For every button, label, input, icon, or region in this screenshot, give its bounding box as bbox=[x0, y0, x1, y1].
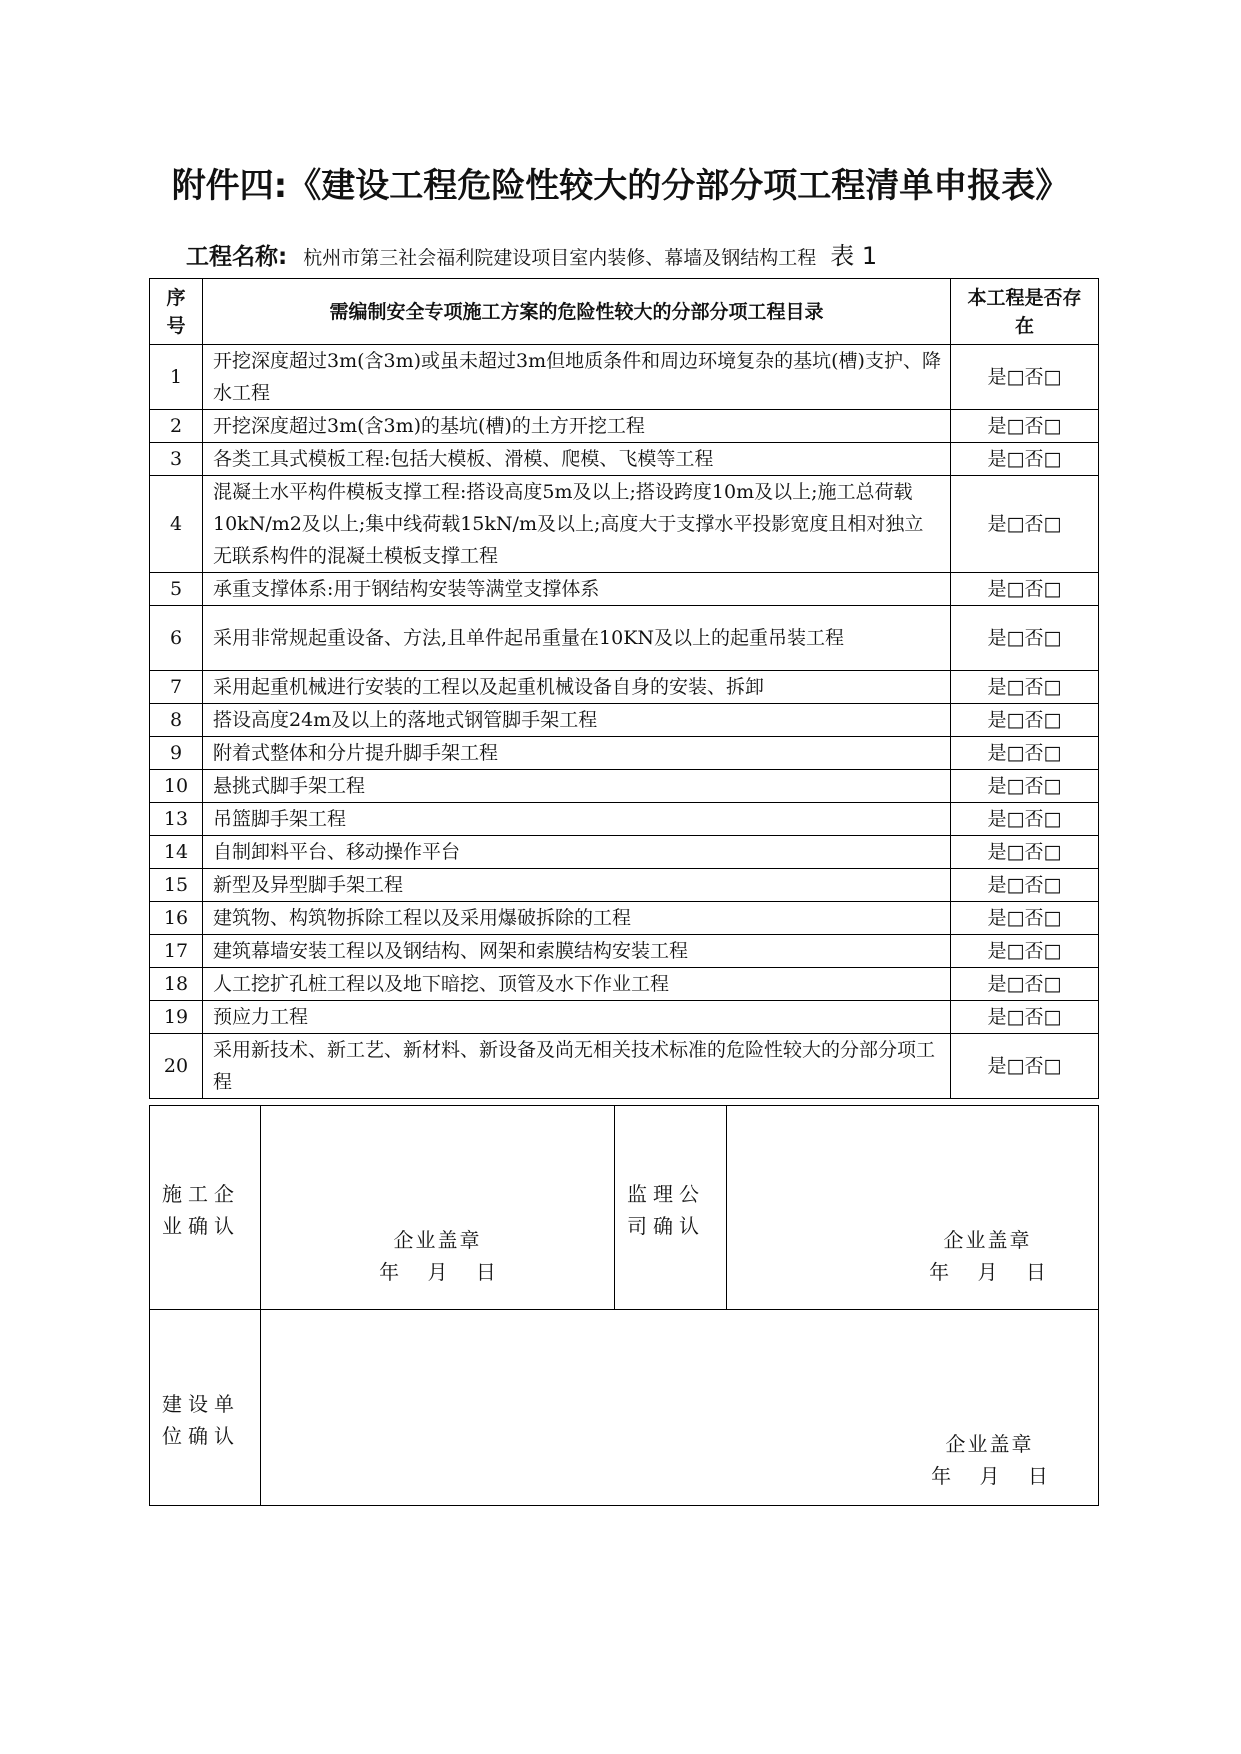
row-number: 16 bbox=[150, 902, 203, 935]
hazard-items-table bbox=[149, 278, 1099, 1099]
row-number: 14 bbox=[150, 836, 203, 869]
row-description: 开挖深度超过3m(含3m)或虽未超过3m但地质条件和周边环境复杂的基坑(槽)支护、降水工程 bbox=[203, 345, 951, 410]
project-name-value: 杭州市第三社会福利院建设项目室内装修、幕墙及钢结构工程 bbox=[303, 247, 817, 269]
row-exists-checkbox[interactable]: 是□否□ bbox=[951, 836, 1099, 869]
row-exists-checkbox[interactable]: 是□否□ bbox=[951, 968, 1099, 1001]
confirmation-row-1 bbox=[150, 1106, 1099, 1310]
owner-stamp-cell bbox=[261, 1310, 1099, 1506]
row-exists-checkbox[interactable]: 是□否□ bbox=[951, 443, 1099, 476]
row-exists-checkbox[interactable]: 是□否□ bbox=[951, 410, 1099, 443]
contractor-confirm-label-cell bbox=[150, 1106, 261, 1310]
row-number: 15 bbox=[150, 869, 203, 902]
document-title: 附件四:《建设工程危险性较大的分部分项工程清单申报表》 bbox=[171, 166, 1070, 206]
row-number: 13 bbox=[150, 803, 203, 836]
row-description: 人工挖扩孔桩工程以及地下暗挖、顶管及水下作业工程 bbox=[203, 968, 951, 1001]
owner-stamp-text: 企业盖章 bbox=[945, 1432, 1034, 1456]
row-description: 采用新技术、新工艺、新材料、新设备及尚无相关技术标准的危险性较大的分部分项工程 bbox=[203, 1034, 951, 1099]
row-number: 19 bbox=[150, 1001, 203, 1034]
row-description: 建筑幕墙安装工程以及钢结构、网架和索膜结构安装工程 bbox=[203, 935, 951, 968]
supervisor-stamp-cell bbox=[727, 1106, 1099, 1310]
row-number: 5 bbox=[150, 573, 203, 606]
table-row bbox=[150, 573, 1099, 606]
supervisor-stamp-text: 企业盖章 bbox=[943, 1228, 1032, 1252]
confirmation-row-2 bbox=[150, 1310, 1099, 1506]
contractor-date-text: 年 月 日 bbox=[379, 1260, 496, 1284]
row-description: 附着式整体和分片提升脚手架工程 bbox=[203, 737, 951, 770]
table-number: 表 1 bbox=[830, 242, 878, 270]
header-exists: 本工程是否存在 bbox=[951, 279, 1099, 345]
table-row bbox=[150, 869, 1099, 902]
row-exists-checkbox[interactable]: 是□否□ bbox=[951, 345, 1099, 410]
table-row bbox=[150, 443, 1099, 476]
row-number: 1 bbox=[150, 345, 203, 410]
row-number: 6 bbox=[150, 606, 203, 671]
row-number: 3 bbox=[150, 443, 203, 476]
row-description: 承重支撑体系:用于钢结构安装等满堂支撑体系 bbox=[203, 573, 951, 606]
table-row bbox=[150, 1034, 1099, 1099]
row-exists-checkbox[interactable]: 是□否□ bbox=[951, 803, 1099, 836]
row-exists-checkbox[interactable]: 是□否□ bbox=[951, 902, 1099, 935]
table-row bbox=[150, 935, 1099, 968]
supervisor-confirm-label: 监理公司确认 bbox=[627, 1182, 705, 1238]
row-number: 17 bbox=[150, 935, 203, 968]
row-number: 2 bbox=[150, 410, 203, 443]
row-exists-checkbox[interactable]: 是□否□ bbox=[951, 606, 1099, 671]
confirmation-table bbox=[149, 1105, 1099, 1506]
table-row bbox=[150, 836, 1099, 869]
row-description: 各类工具式模板工程:包括大模板、滑模、爬模、飞模等工程 bbox=[203, 443, 951, 476]
row-exists-checkbox[interactable]: 是□否□ bbox=[951, 737, 1099, 770]
row-number: 9 bbox=[150, 737, 203, 770]
owner-confirm-label: 建设单位确认 bbox=[162, 1392, 240, 1448]
table-row bbox=[150, 737, 1099, 770]
table-row bbox=[150, 476, 1099, 573]
row-description: 采用非常规起重设备、方法,且单件起吊重量在10KN及以上的起重吊装工程 bbox=[203, 606, 951, 671]
table-row bbox=[150, 345, 1099, 410]
row-exists-checkbox[interactable]: 是□否□ bbox=[951, 869, 1099, 902]
row-description: 混凝土水平构件模板支撑工程:搭设高度5m及以上;搭设跨度10m及以上;施工总荷载10kN/m2及以上;集中线荷载15kN/m及以上;高度大于支撑水平投影宽度且相对独立无联系构件的混凝土模板支撑工程 bbox=[203, 476, 951, 573]
row-exists-checkbox[interactable]: 是□否□ bbox=[951, 935, 1099, 968]
table-row bbox=[150, 671, 1099, 704]
row-description: 新型及异型脚手架工程 bbox=[203, 869, 951, 902]
row-exists-checkbox[interactable]: 是□否□ bbox=[951, 704, 1099, 737]
row-number: 20 bbox=[150, 1034, 203, 1099]
table-row bbox=[150, 968, 1099, 1001]
row-description: 搭设高度24m及以上的落地式钢管脚手架工程 bbox=[203, 704, 951, 737]
row-description: 悬挑式脚手架工程 bbox=[203, 770, 951, 803]
row-exists-checkbox[interactable]: 是□否□ bbox=[951, 476, 1099, 573]
supervisor-date-text: 年 月 日 bbox=[929, 1260, 1046, 1284]
row-exists-checkbox[interactable]: 是□否□ bbox=[951, 1034, 1099, 1099]
project-name-label: 工程名称: bbox=[186, 244, 288, 270]
row-exists-checkbox[interactable]: 是□否□ bbox=[951, 1001, 1099, 1034]
owner-date-text: 年 月 日 bbox=[931, 1464, 1048, 1488]
row-number: 18 bbox=[150, 968, 203, 1001]
row-description: 吊篮脚手架工程 bbox=[203, 803, 951, 836]
row-exists-checkbox[interactable]: 是□否□ bbox=[951, 770, 1099, 803]
table-row bbox=[150, 410, 1099, 443]
row-exists-checkbox[interactable]: 是□否□ bbox=[951, 671, 1099, 704]
row-description: 自制卸料平台、移动操作平台 bbox=[203, 836, 951, 869]
contractor-confirm-label: 施工企业确认 bbox=[162, 1182, 240, 1238]
contractor-stamp-cell bbox=[261, 1106, 615, 1310]
table-row bbox=[150, 1001, 1099, 1034]
row-description: 采用起重机械进行安装的工程以及起重机械设备自身的安装、拆卸 bbox=[203, 671, 951, 704]
row-number: 10 bbox=[150, 770, 203, 803]
supervisor-confirm-label-cell bbox=[615, 1106, 727, 1310]
row-description: 开挖深度超过3m(含3m)的基坑(槽)的土方开挖工程 bbox=[203, 410, 951, 443]
header-no: 序号 bbox=[150, 279, 203, 345]
header-item: 需编制安全专项施工方案的危险性较大的分部分项工程目录 bbox=[203, 279, 951, 345]
table-row bbox=[150, 704, 1099, 737]
row-number: 8 bbox=[150, 704, 203, 737]
table-header-row bbox=[150, 279, 1099, 345]
table-row bbox=[150, 606, 1099, 671]
owner-confirm-label-cell bbox=[150, 1310, 261, 1506]
row-description: 建筑物、构筑物拆除工程以及采用爆破拆除的工程 bbox=[203, 902, 951, 935]
table-row bbox=[150, 803, 1099, 836]
row-number: 4 bbox=[150, 476, 203, 573]
row-number: 7 bbox=[150, 671, 203, 704]
row-exists-checkbox[interactable]: 是□否□ bbox=[951, 573, 1099, 606]
table-row bbox=[150, 902, 1099, 935]
project-line bbox=[186, 236, 877, 271]
table-row bbox=[150, 770, 1099, 803]
row-description: 预应力工程 bbox=[203, 1001, 951, 1034]
contractor-stamp-text: 企业盖章 bbox=[393, 1228, 482, 1252]
